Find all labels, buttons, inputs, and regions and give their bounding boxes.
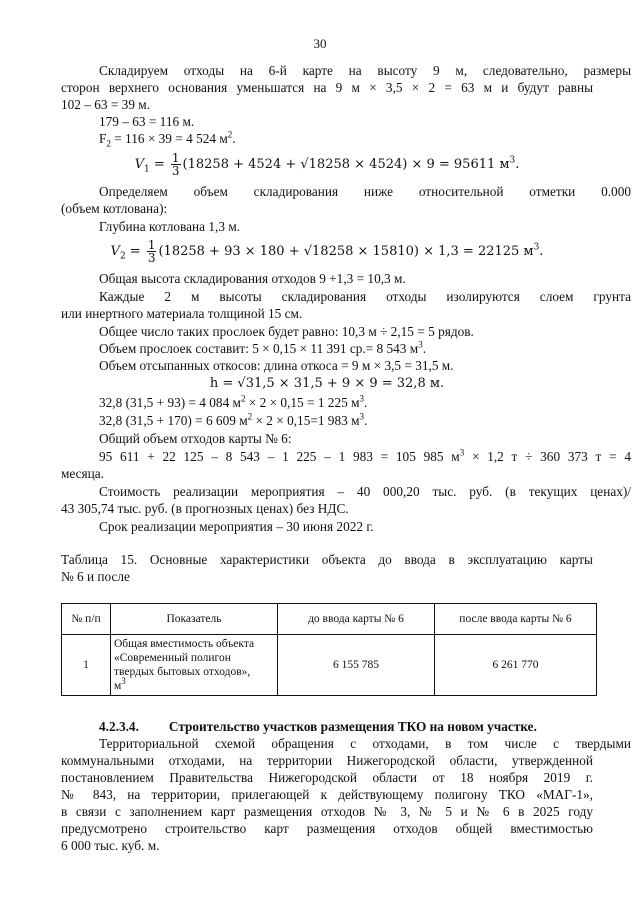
table-header-cell: Показатель <box>111 604 278 635</box>
paragraph-line: предусмотрено строительство карт размещения отходов общей вместимостью <box>61 821 593 836</box>
formula-h: h = √31,5 × 31,5 + 9 × 9 = 32,8 м. <box>209 376 445 391</box>
text-line: Общая высота складирования отходов 9 +1,3 = 10,3 м. <box>99 271 406 286</box>
paragraph-line: коммунальными отходами, на территории Нижегородской области, утвержденной <box>61 753 593 768</box>
table-header-cell: после ввода карты № 6 <box>435 604 597 635</box>
text-line: Глубина котлована 1,3 м. <box>99 219 241 234</box>
text-line: месяца. <box>61 466 105 481</box>
text-line: или инертного материала толщиной 15 см. <box>61 306 303 321</box>
table-caption: № 6 и после <box>61 569 130 584</box>
page-number: 30 <box>313 36 327 51</box>
text-line: Объем прослоек составит: 5 × 0,15 × 11 391 ср.= 8 543 $м^3$. <box>99 339 427 356</box>
table-cell: 6 155 785 <box>278 635 435 696</box>
paragraph-line: № 843, на территории, прилегающей к действующему полигону ТКО «МАГ-1», <box>61 787 593 802</box>
text-line: 95 611 + 22 125 – 8 543 – 1 225 – 1 983 = 105 985 $м^3 \times 1,2$ т ÷ 360 373 т = 4 <box>99 447 631 464</box>
table-caption: Таблица 15. Основные характеристики объекта до ввода в эксплуатацию карты <box>61 552 593 567</box>
text-line: 179 – 63 = 116 м. <box>99 114 195 129</box>
characteristics-table <box>61 603 597 696</box>
text-line: сторон верхнего основания уменьшатся на 9 м × 3,5 × 2 = 63 м и будут равны <box>61 80 593 95</box>
text-line: 32,8 (31,5 + 93) = 4 084 $м^2 \times 2 \times 0,15 = 1$ 225 $м^3$. <box>99 393 368 410</box>
text-line: Складируем отходы на 6-й карте на высоту 9 м, следовательно, размеры <box>99 63 631 78</box>
paragraph-line: Территориальной схемой обращения с отходами, в том числе с твердыми <box>99 736 631 751</box>
text-line: Каждые 2 м высоты складирования отходы изолируются слоем грунта <box>99 289 631 304</box>
table-header-row <box>62 604 597 635</box>
table-header-cell: № п/п <box>62 604 111 635</box>
section-number: 4.2.3.4. <box>99 719 139 734</box>
table-cell: Общая вместимость объекта «Современный полигон твердых бытовых отходов», $м^3$ <box>111 635 278 696</box>
text-line: 32,8 (31,5 + 170) = 6 609 $м^2 \times 2 \times 0,15=1$ 983 $м^3$. <box>99 411 368 428</box>
table-header-cell: до ввода карты № 6 <box>278 604 435 635</box>
text-line: (объем котлована): <box>61 201 168 216</box>
table-cell: 6 261 770 <box>435 635 597 696</box>
section-heading <box>99 718 593 735</box>
fraction: $\frac{1}{3}$ <box>171 151 180 178</box>
formula-v2: $V_2$ = $\frac{1}{3}$ (18258 + 93 × 180 + √18258 × 15810) × 1,3 = 22125 $м^3$. <box>110 238 544 265</box>
paragraph-line: 6 000 тыс. куб. м. <box>61 838 160 853</box>
text-line: Общее число таких прослоек будет равно: 10,3 м ÷ 2,15 = 5 рядов. <box>99 324 474 339</box>
text-line: Стоимость реализации мероприятия – 40 000,20 тыс. руб. (в текущих ценах)/ <box>99 484 631 499</box>
table-cell: 1 <box>62 635 111 696</box>
formula-v1: $V_1$ = $\frac{1}{3}$ (18258 + 4524 + √18258 × 4524) × 9 = 95611 $м^3$. <box>134 151 520 178</box>
text-line: 102 – 63 = 39 м. <box>61 97 151 112</box>
fraction: $\frac{1}{3}$ <box>147 238 156 265</box>
text-line: Срок реализации мероприятия – 30 июня 2022 г. <box>99 519 374 534</box>
paragraph-line: постановлением Правительства Нижегородской области от 18 ноября 2019 г. <box>61 770 593 785</box>
table-row <box>62 635 597 696</box>
paragraph-line: в связи с заполнением карт размещения отходов № 3, № 5 и № 6 в 2025 году <box>61 804 593 819</box>
section-title: Строительство участков размещения ТКО на новом участке. <box>168 719 537 734</box>
text-line: $F_2 = 116 \times 39 = 4$ 524 $м^2$. <box>99 129 236 149</box>
text-line: Определяем объем складирования ниже относительной отметки 0.000 <box>99 184 631 199</box>
text-line: Объем отсыпанных откосов: длина откоса = 9 м × 3,5 = 31,5 м. <box>99 358 454 373</box>
text-line: 43 305,74 тыс. руб. (в прогнозных ценах) без НДС. <box>61 501 349 516</box>
text-line: Общий объем отходов карты № 6: <box>99 431 292 446</box>
